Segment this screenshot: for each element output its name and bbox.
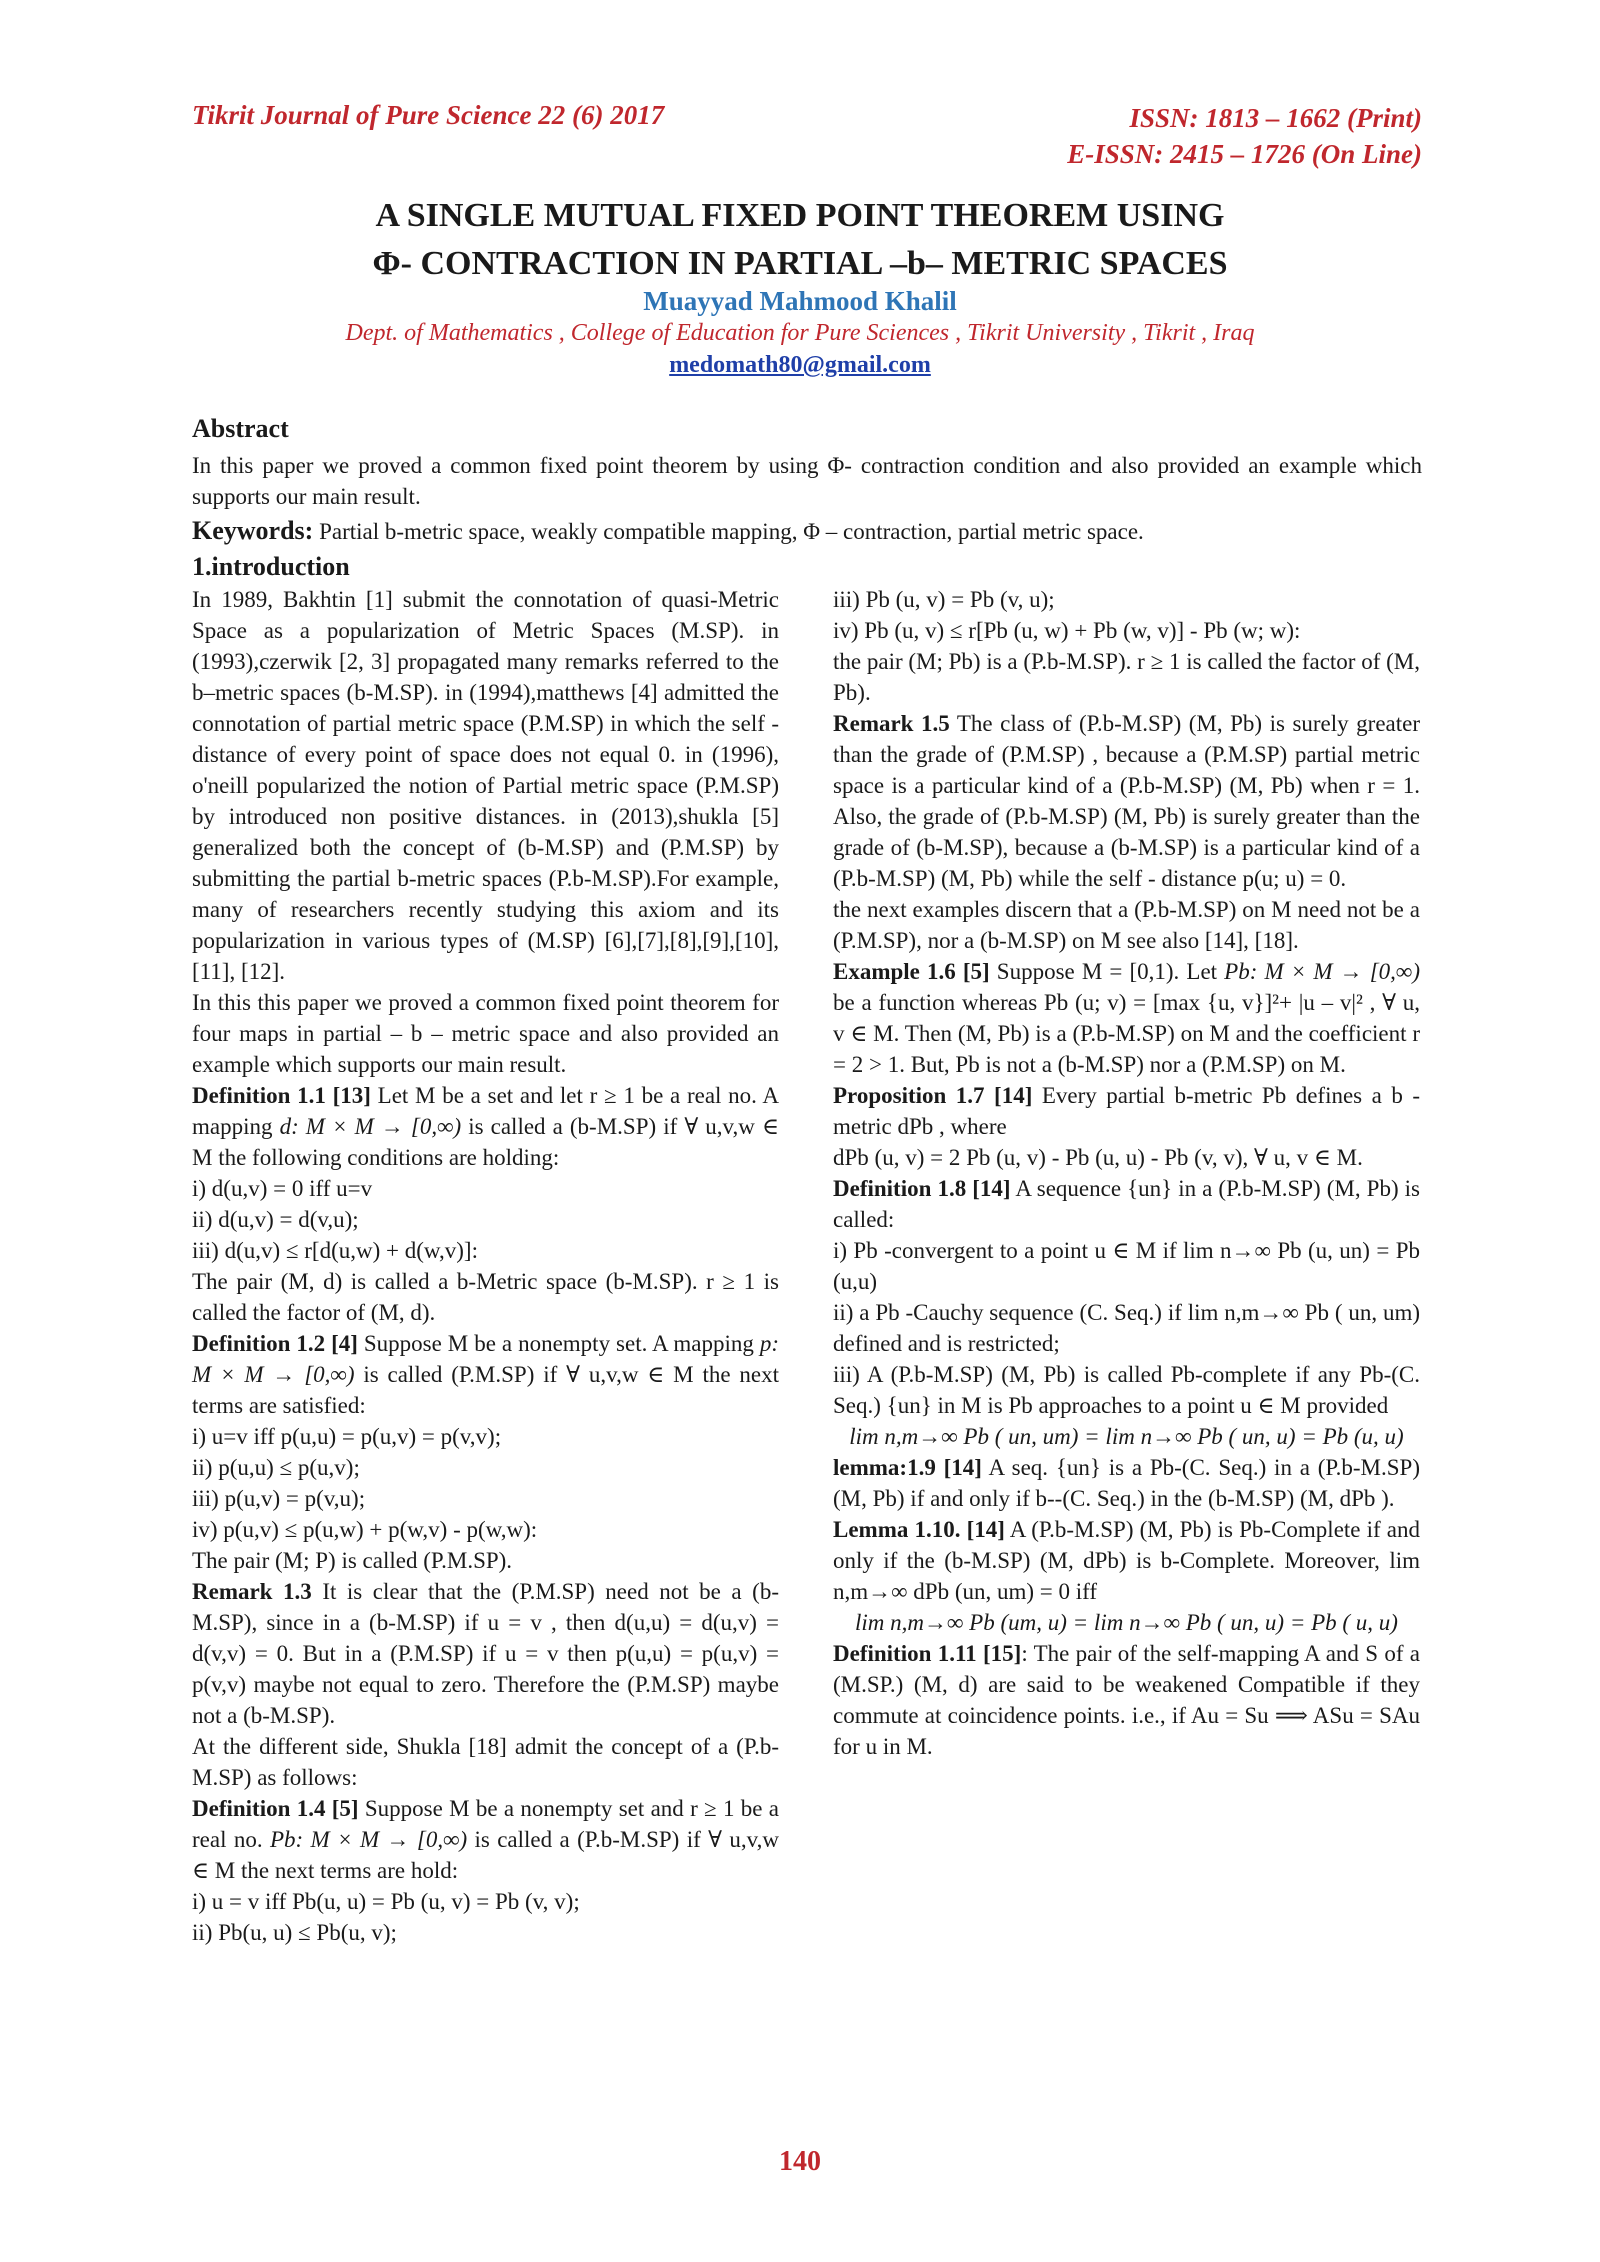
display-formula: lim n,m→∞ Pb ( un, um) = lim n→∞ Pb ( un, u) = Pb (u, u) bbox=[849, 1424, 1404, 1449]
lemma-1-10 bbox=[833, 1514, 1420, 1607]
condition: iii) Pb (u, v) = Pb (v, u); bbox=[833, 587, 1055, 612]
abstract-text: In this paper we proved a common fixed point theorem by using Φ- contraction condition and also provided an example which supports our main result. bbox=[192, 453, 1422, 509]
right-column bbox=[833, 584, 1420, 1762]
definition-text: A sequence {un} in a (P.b-M.SP) (M, Pb) is called: bbox=[833, 1176, 1420, 1232]
issn-header bbox=[1067, 100, 1422, 172]
definition-1-8 bbox=[833, 1173, 1420, 1235]
proposition-text: Every partial b-metric Pb defines a b - metric dPb , where bbox=[833, 1083, 1420, 1139]
condition: iv) Pb (u, v) ≤ r[Pb (u, w) + Pb (w, v)] - Pb (w; w): bbox=[833, 618, 1301, 643]
issn-online: E-ISSN: 2415 – 1726 (On Line) bbox=[1067, 139, 1422, 169]
definition-text: : The pair of the self-mapping A and S of a (M.SP.) (M, d) are said to be weakened Compatible if they commute at coincidence points. i.e., if Au = Su ⟹ ASu = SAu for u in M. bbox=[833, 1641, 1420, 1759]
remark-text: It is clear that the (P.M.SP) need not be a (b-M.SP), since in a (b-M.SP) if u = v , then d(u,u) = d(u,v) = d(v,v) = 0. But in a (P.M.SP) if u = v then p(u,u) = p(u,v) = p(v,v) maybe not equal to zero. Therefore the (P.M.SP) maybe not a (b-M.SP). bbox=[192, 1579, 779, 1728]
lemma-label: lemma:1.9 [14] bbox=[833, 1455, 982, 1480]
keywords-label: Keywords: bbox=[192, 516, 314, 545]
condition: i) d(u,v) = 0 iff u=v bbox=[192, 1176, 373, 1201]
definition-label: Definition 1.4 [5] bbox=[192, 1796, 359, 1821]
math-expression: Pb: M × M → [0,∞) bbox=[1224, 959, 1420, 984]
math-expression: d: M × M → [0,∞) bbox=[279, 1114, 462, 1139]
remark-after: the next examples discern that a (P.b-M.SP) on M need not be a (P.M.SP), nor a (b-M.SP) on M see also [14], [18]. bbox=[833, 897, 1420, 953]
example-text: Suppose M = [0,1). Let bbox=[989, 959, 1225, 984]
condition: iii) p(u,v) = p(v,u); bbox=[192, 1486, 366, 1511]
lemma-text: A seq. {un} is a Pb-(C. Seq.) in a (P.b-M.SP) (M, Pb) if and only if b--(C. Seq.) in the (b-M.SP) (M, dPb ). bbox=[833, 1455, 1420, 1511]
lemma-text: A (P.b-M.SP) (M, Pb) is Pb-Complete if and only if the (b-M.SP) (M, dPb) is b-Complete. Moreover, lim n,m→∞ dPb (un, um) = 0 iff bbox=[833, 1517, 1421, 1604]
math-expression: Pb: M × M → [0,∞) bbox=[269, 1827, 468, 1852]
definition-label: Definition 1.8 [14] bbox=[833, 1176, 1011, 1201]
remark-label: Remark 1.3 bbox=[192, 1579, 312, 1604]
abstract-heading: Abstract bbox=[192, 414, 289, 443]
keywords-text: Partial b-metric space, weakly compatible mapping, Φ – contraction, partial metric space. bbox=[313, 519, 1144, 544]
condition: iv) p(u,v) ≤ p(u,w) + p(w,v) - p(w,w): bbox=[192, 1517, 538, 1542]
issn-print: ISSN: 1813 – 1662 (Print) bbox=[1129, 103, 1422, 133]
condition: ii) a Pb -Cauchy sequence (C. Seq.) if lim n,m→∞ Pb ( un, um) defined and is restricted; bbox=[833, 1300, 1420, 1356]
intro-paragraph-1: In 1989, Bakhtin [1] submit the connotation of quasi-Metric Space as a popularization of Metric Spaces (M.SP). in (1993),czerwik [2, 3] propagated many remarks referred to the b–metric spaces (b-M.SP). in (1994),matthews [4] admitted the connotation of partial metric space (P.M.SP) in which the self - distance of every point of space does not equal 0. in (1996), o'neill popularized the notion of Partial metric space (P.M.SP) by introduced non positive distances. in (2013),shukla [5] generalized both the concept of (b-M.SP) and (P.M.SP) by submitting the partial b-metric spaces (P.b-M.SP).For example, many of researchers recently studying this axiom and its popularization in various types of (M.SP) [6],[7],[8],[9],[10],[11], [12]. bbox=[192, 587, 779, 984]
definition-pair: the pair (M; Pb) is a (P.b-M.SP). r ≥ 1 is called the factor of (M, Pb). bbox=[833, 649, 1420, 705]
definition-label: Definition 1.11 [15] bbox=[833, 1641, 1022, 1666]
introduction-heading: 1.introduction bbox=[192, 552, 350, 581]
remark-1-5 bbox=[833, 708, 1420, 894]
remark-1-3 bbox=[192, 1576, 779, 1731]
definition-label: Definition 1.2 [4] bbox=[192, 1331, 358, 1356]
definition-1-2 bbox=[192, 1328, 779, 1421]
remark-text: The class of (P.b-M.SP) (M, Pb) is surely greater than the grade of (P.M.SP) , because a (P.M.SP) partial metric space is a particular kind of a (P.b-M.SP) (M, Pb) when r = 1. Also, the grade of (P.b-M.SP) (M, Pb) is surely greater than the grade of (b-M.SP), because a (b-M.SP) is a particular kind of a (P.b-M.SP) (M, Pb) while the self - distance p(u; u) = 0. bbox=[833, 711, 1420, 891]
condition: i) u=v iff p(u,u) = p(u,v) = p(v,v); bbox=[192, 1424, 502, 1449]
author-email[interactable]: medomath80@gmail.com bbox=[669, 352, 931, 378]
condition: iii) d(u,v) ≤ r[d(u,w) + d(w,v)]: bbox=[192, 1238, 478, 1263]
title-line-1: A SINGLE MUTUAL FIXED POINT THEOREM USING bbox=[375, 197, 1225, 234]
remark-after: At the different side, Shukla [18] admit the concept of a (P.b-M.SP) as follows: bbox=[192, 1734, 779, 1790]
condition: iii) A (P.b-M.SP) (M, Pb) is called Pb-complete if any Pb-(C. Seq.) {un} in M is Pb approaches to a point u ∈ M provided bbox=[833, 1362, 1420, 1418]
definition-pair: The pair (M, d) is called a b-Metric space (b-M.SP). r ≥ 1 is called the factor of (M, d). bbox=[192, 1269, 779, 1325]
definition-text: is called a (b-M.SP) if ∀ u,v,w ∈ M the following conditions are holding: bbox=[192, 1114, 779, 1170]
definition-label: Definition 1.1 [13] bbox=[192, 1083, 371, 1108]
left-column bbox=[192, 584, 779, 1948]
lemma-1-9 bbox=[833, 1452, 1420, 1514]
intro-paragraph-2: In this this paper we proved a common fixed point theorem for four maps in partial – b – metric space and also provided an example which supports our main result. bbox=[192, 990, 779, 1077]
definition-1-1 bbox=[192, 1080, 779, 1173]
example-label: Example 1.6 [5] bbox=[833, 959, 990, 984]
remark-label: Remark 1.5 bbox=[833, 711, 950, 736]
math-expression: p: M × M → [0,∞) bbox=[192, 1331, 779, 1387]
journal-header: Tikrit Journal of Pure Science 22 (6) 2017 bbox=[192, 100, 665, 130]
condition: ii) p(u,u) ≤ p(u,v); bbox=[192, 1455, 360, 1480]
affiliation: Dept. of Mathematics , College of Education for Pure Sciences , Tikrit University , Tikrit , Iraq bbox=[345, 320, 1255, 346]
condition: ii) Pb(u, u) ≤ Pb(u, v); bbox=[192, 1920, 397, 1945]
paper-title bbox=[150, 192, 1450, 288]
definition-text: Let M be a set and let r ≥ 1 be a real no. A mapping bbox=[192, 1083, 779, 1139]
lemma-label: Lemma 1.10. [14] bbox=[833, 1517, 1005, 1542]
definition-pair: The pair (M; P) is called (P.M.SP). bbox=[192, 1548, 513, 1573]
example-1-6 bbox=[833, 956, 1420, 1080]
condition: i) u = v iff Pb(u, u) = Pb (u, v) = Pb (v, v); bbox=[192, 1889, 580, 1914]
definition-1-4 bbox=[192, 1793, 779, 1886]
proposition-formula: dPb (u, v) = 2 Pb (u, v) - Pb (u, u) - Pb (v, v), ∀ u, v ∈ M. bbox=[833, 1145, 1363, 1170]
keywords bbox=[192, 516, 1422, 546]
definition-1-11 bbox=[833, 1638, 1420, 1762]
example-text: be a function whereas Pb (u; v) = [max {u, v}]²+ |u – v|² , ∀ u, v ∈ M. Then (M, Pb) is a (P.b-M.SP) on M and the coefficient r = 2 > 1. But, Pb is not a (b-M.SP) nor a (P.M.SP) on M. bbox=[833, 990, 1420, 1077]
definition-text: Suppose M be a nonempty set and r ≥ 1 be a real no. bbox=[192, 1796, 779, 1852]
page-number: 140 bbox=[779, 2146, 821, 2177]
display-formula: lim n,m→∞ Pb (um, u) = lim n→∞ Pb ( un, u) = Pb ( u, u) bbox=[855, 1610, 1398, 1635]
definition-text: is called a (P.b-M.SP) if ∀ u,v,w ∈ M the next terms are hold: bbox=[192, 1827, 779, 1883]
definition-text: is called (P.M.SP) if ∀ u,v,w ∈ M the next terms are satisfied: bbox=[192, 1362, 779, 1418]
proposition-label: Proposition 1.7 [14] bbox=[833, 1083, 1033, 1108]
condition: i) Pb -convergent to a point u ∈ M if lim n→∞ Pb (u, un) = Pb (u,u) bbox=[833, 1238, 1420, 1294]
condition: ii) d(u,v) = d(v,u); bbox=[192, 1207, 359, 1232]
title-line-2: Φ- CONTRACTION IN PARTIAL –b– METRIC SPACES bbox=[372, 245, 1228, 282]
definition-text: Suppose M be a nonempty set. A mapping bbox=[357, 1331, 760, 1356]
proposition-1-7 bbox=[833, 1080, 1420, 1142]
author-name: Muayyad Mahmood Khalil bbox=[643, 286, 957, 316]
